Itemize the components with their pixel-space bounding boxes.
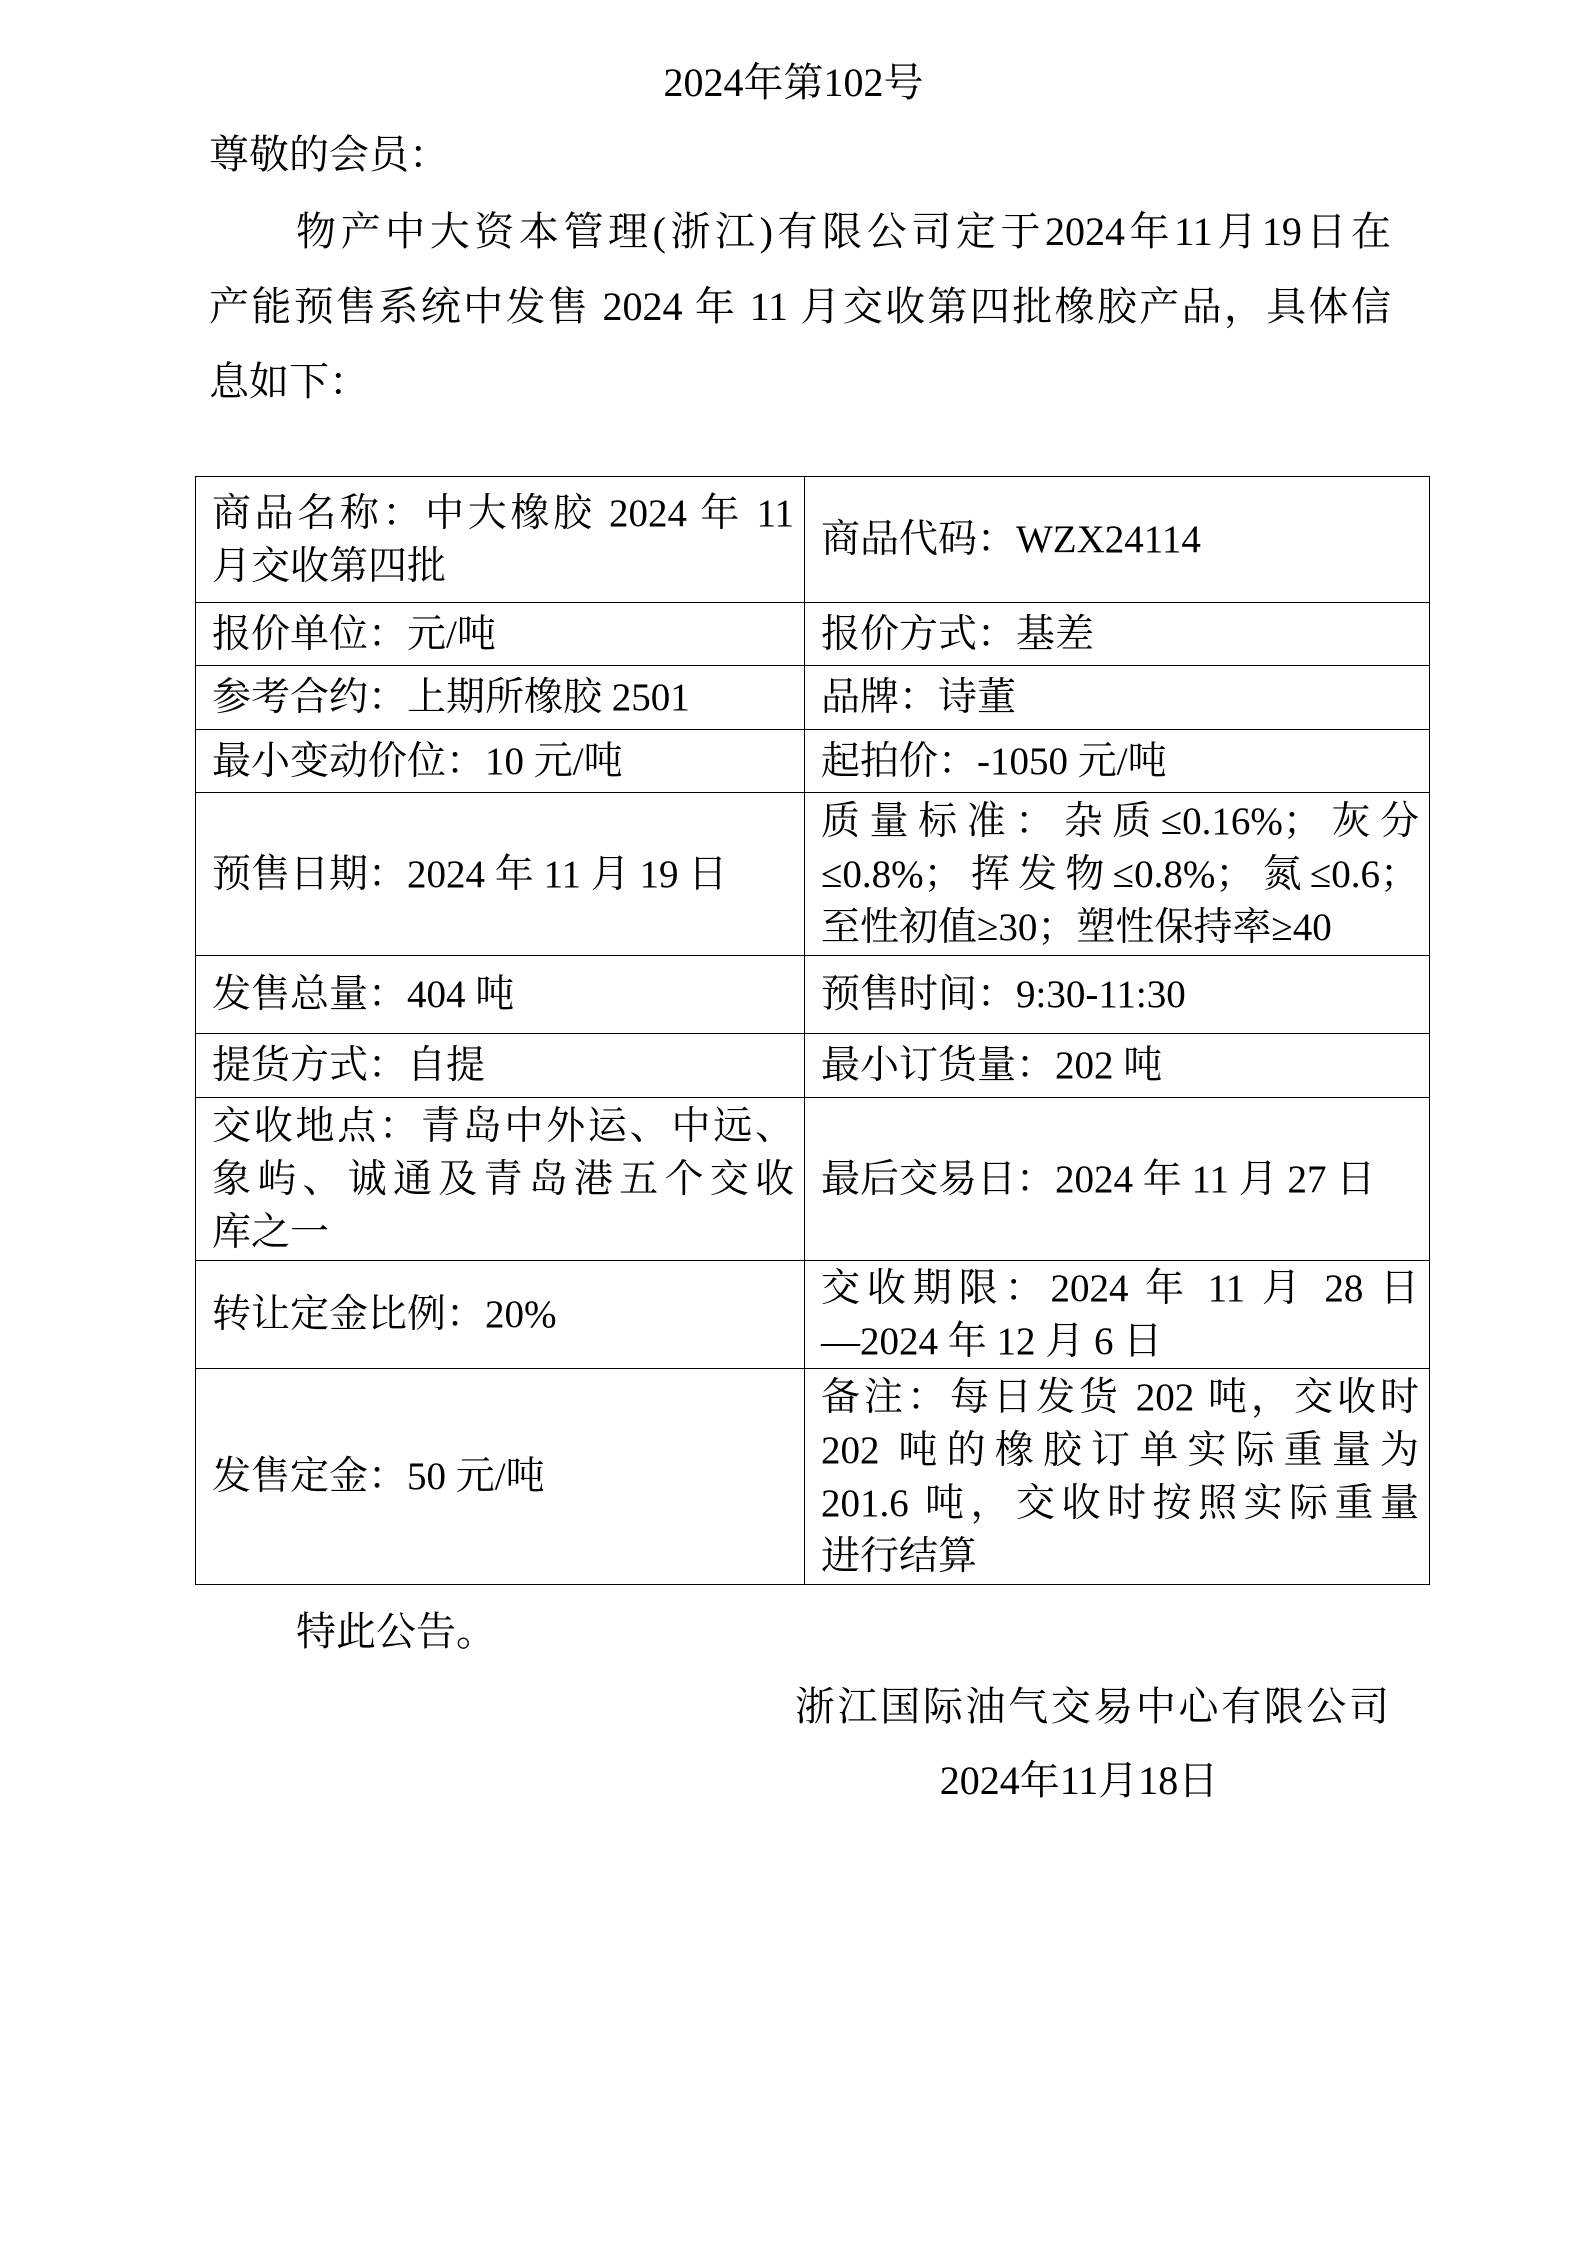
table-row [196,603,1430,666]
signature-date: 2024年11月18日 [939,1758,1219,1803]
table-cell-left [196,1034,805,1098]
table-cell-right [805,666,1430,730]
intro-line-2: 产能预售系统中发售 2024 年 11 月交收第四批橡胶产品，具体信 [209,284,1391,329]
table-cell-left [196,603,805,666]
table-cell-right [805,477,1430,603]
intro-line-1: 物产中大资本管理(浙江)有限公司定于2024年11月19日在 [296,209,1391,254]
cell-text-line: —2024 年 12 月 6 日 [821,1319,1163,1363]
table-cell-right [805,1369,1430,1585]
table-cell-left [196,1261,805,1369]
cell-text-line: 报价单位：元/吨 [212,612,496,656]
table-cell-right [805,1098,1430,1261]
table-cell-left [196,1369,805,1585]
table-row [196,1034,1430,1098]
cell-text-line: 质量标准：杂质≤0.16%；灰分 [821,799,1419,843]
signature-org: 浙江国际油气交易中心有限公司 [795,1684,1389,1729]
table-row [196,666,1430,730]
table-cell-left [196,956,805,1034]
table-cell-right [805,1034,1430,1098]
closing-text: 特此公告。 [296,1609,496,1654]
table-row [196,1098,1430,1261]
cell-text-line: 转让定金比例：20% [212,1293,557,1336]
cell-text-line: 预售时间：9:30-11:30 [821,973,1186,1016]
cell-text-line: 最小订货量：202 吨 [821,1044,1163,1087]
table-row [196,1369,1430,1585]
cell-text-line: 预售日期：2024 年 11 月 19 日 [212,852,728,896]
table-cell-right [805,730,1430,793]
cell-text-line: 最后交易日：2024 年 11 月 27 日 [821,1157,1376,1201]
cell-text-line: 报价方式：基差 [821,612,1095,656]
table-cell-left [196,1098,805,1261]
cell-text-line: 201.6 吨，交收时按照实际重量 [821,1481,1419,1525]
cell-text-line: 商品名称：中大橡胶 2024 年 11 [212,491,794,535]
table-cell-right [805,956,1430,1034]
cell-text-line: 月交收第四批 [212,544,447,588]
table-cell-left [196,666,805,730]
table-cell-right [805,793,1430,956]
cell-text-line: 交收地点：青岛中外运、中远、 [212,1104,794,1148]
table-row [196,477,1430,603]
product-info-table [195,476,1430,1585]
table-row [196,730,1430,793]
cell-text-line: 提货方式：自提 [212,1044,486,1087]
cell-text-line: 备注：每日发货 202 吨，交收时 [821,1375,1419,1419]
cell-text-line: 发售定金：50 元/吨 [212,1455,545,1498]
table-cell-left [196,477,805,603]
cell-text-line: 进行结算 [821,1534,978,1578]
cell-text-line: ≤0.8%；挥发物≤0.8%；氮≤0.6； [821,852,1419,896]
table-row [196,956,1430,1034]
document-number: 2024年第102号 [663,60,924,105]
cell-text-line: 参考合约：上期所橡胶 2501 [212,676,690,719]
cell-text-line: 象屿、诚通及青岛港五个交收 [212,1157,794,1201]
cell-text-line: 商品代码：WZX24114 [821,518,1201,561]
cell-text-line: 交收期限：2024 年 11 月 28 日 [821,1266,1419,1310]
table-row [196,793,1430,956]
cell-text-line: 至性初值≥30；塑性保持率≥40 [821,905,1332,949]
intro-line-3: 息如下： [209,359,369,404]
table-cell-right [805,603,1430,666]
table-cell-right [805,1261,1430,1369]
table-row [196,1261,1430,1369]
cell-text-line: 品牌：诗董 [821,676,1017,719]
table-cell-left [196,793,805,956]
cell-text-line: 库之一 [212,1210,330,1254]
table-cell-left [196,730,805,793]
cell-text-line: 最小变动价位：10 元/吨 [212,739,623,783]
salutation: 尊敬的会员： [209,132,449,177]
cell-text-line: 发售总量：404 吨 [212,973,515,1016]
cell-text-line: 202 吨的橡胶订单实际重量为 [821,1428,1419,1472]
cell-text-line: 起拍价：-1050 元/吨 [821,739,1167,783]
